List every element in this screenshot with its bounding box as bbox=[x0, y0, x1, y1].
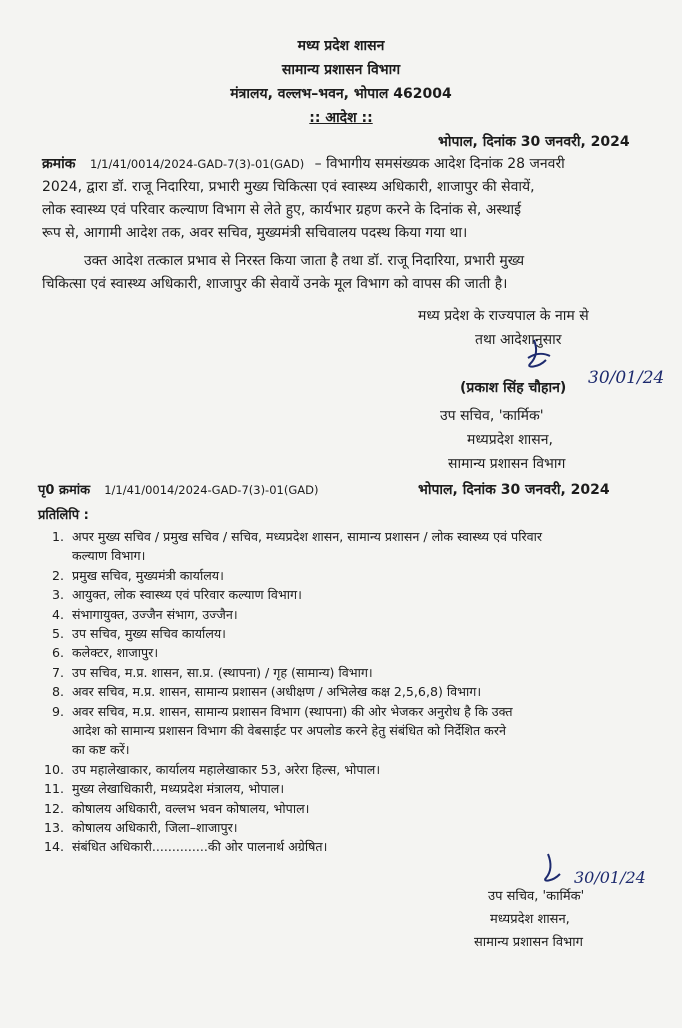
copy-item-text: उप महालेखाकार, कार्यालय महालेखाकार 53, अरेरा हिल्स, भोपाल। bbox=[72, 761, 381, 777]
copy-item-number: 13. bbox=[43, 820, 64, 835]
copy-item bbox=[42, 819, 238, 836]
copy-item-number: 6. bbox=[51, 645, 64, 661]
copy-item-number: 3. bbox=[51, 587, 64, 603]
copy-item-number: 8. bbox=[51, 684, 64, 700]
copy-item bbox=[42, 780, 284, 797]
copy-item-text: संबंधित अधिकारी..............की ओर पालनार्थ अग्रेषित। bbox=[72, 839, 328, 855]
copy-item-text: उप सचिव, मुख्य सचिव कार्यालय। bbox=[72, 626, 226, 641]
para1-line1: – विभागीय समसंख्यक आदेश दिनांक 28 जनवरी bbox=[314, 156, 565, 172]
footer-dept: सामान्य प्रशासन विभाग bbox=[474, 935, 583, 950]
copy-item-number: 5. bbox=[51, 626, 64, 641]
order-title: :: आदेश :: bbox=[309, 110, 373, 126]
copy-item bbox=[42, 664, 373, 681]
kramank-label: क्रमांक bbox=[42, 156, 76, 172]
signatory-govt: मध्यप्रदेश शासन, bbox=[467, 432, 553, 448]
para2-line2: चिकित्सा एवं स्वास्थ्य अधिकारी, शाजापुर की सेवायें उनके मूल विभाग को वापस की जाती है। bbox=[42, 276, 508, 292]
copy-item-text: कल्याण विभाग। bbox=[72, 548, 146, 564]
copy-item-text: संभागायुक्त, उज्जैन संभाग, उज्जैन। bbox=[72, 606, 238, 622]
copy-item-number: 2. bbox=[51, 567, 64, 583]
copy-item-number: 11. bbox=[43, 781, 64, 797]
footer-govt: मध्यप्रदेश शासन, bbox=[490, 912, 570, 927]
copy-item-text: कोषालय अधिकारी, वल्लभ भवन कोषालय, भोपाल। bbox=[72, 800, 310, 816]
copy-item-text: मुख्य लेखाधिकारी, मध्यप्रदेश मंत्रालय, भोपाल। bbox=[72, 781, 285, 797]
copy-item-text: उप सचिव, म.प्र. शासन, सा.प्र. (स्थापना) / गृह (सामान्य) विभाग। bbox=[72, 664, 373, 680]
govt-name: मध्य प्रदेश शासन bbox=[297, 38, 385, 54]
copy-item-continuation bbox=[42, 547, 145, 564]
endorsement-line bbox=[38, 480, 318, 498]
copy-item bbox=[42, 625, 226, 642]
copy-item-text: अपर मुख्य सचिव / प्रमुख सचिव / सचिव, मध्यप्रदेश शासन, सामान्य प्रशासन / लोक स्वास्थ्य एवं परिवार bbox=[72, 529, 543, 544]
department-address: मंत्रालय, वल्लभ–भवन, भोपाल 462004 bbox=[230, 86, 452, 102]
copy-item-number: 14. bbox=[43, 839, 64, 855]
copy-item bbox=[42, 683, 481, 700]
copy-item-text: प्रमुख सचिव, मुख्यमंत्री कार्यालय। bbox=[72, 567, 224, 583]
copy-item-continuation bbox=[42, 722, 506, 739]
footer-signature-mark bbox=[538, 852, 568, 888]
copy-item bbox=[42, 644, 158, 661]
signatory-sign-date: 30/01/24 bbox=[588, 368, 665, 388]
order-place-date: भोपाल, दिनांक 30 जनवरी, 2024 bbox=[438, 134, 630, 150]
copy-item-number: 9. bbox=[51, 703, 64, 719]
para2-line1: उक्त आदेश तत्काल प्रभाव से निरस्त किया जाता है तथा डॉ. राजू निदारिया, प्रभारी मुख्य bbox=[84, 253, 525, 269]
authority-line1: मध्य प्रदेश के राज्यपाल के नाम से bbox=[418, 308, 589, 324]
copy-to-label: प्रतिलिपि : bbox=[38, 508, 89, 523]
copy-item-text: आदेश को सामान्य प्रशासन विभाग की वेबसाईट पर अपलोड करने हेतु संबंधित को निर्देशित करने bbox=[72, 723, 506, 738]
copy-item bbox=[42, 703, 513, 720]
copy-item-number: 1. bbox=[51, 529, 64, 544]
copy-item bbox=[42, 586, 302, 603]
copy-item-text: कोषालय अधिकारी, जिला–शाजापुर। bbox=[72, 820, 238, 835]
copy-item bbox=[42, 606, 238, 623]
signature-mark bbox=[520, 336, 560, 376]
copy-item-number: 10. bbox=[43, 761, 64, 777]
copy-item-text: अवर सचिव, म.प्र. शासन, सामान्य प्रशासन (अधीक्षण / अभिलेख कक्ष 2,5,6,8) विभाग। bbox=[72, 684, 482, 700]
endorsement-label: पृ0 क्रमांक bbox=[38, 483, 91, 498]
department-name: सामान्य प्रशासन विभाग bbox=[281, 62, 401, 78]
footer-sign-date: 30/01/24 bbox=[574, 868, 646, 887]
copy-item bbox=[42, 800, 309, 817]
endorsement-place-date: भोपाल, दिनांक 30 जनवरी, 2024 bbox=[418, 482, 610, 498]
copy-item-number: 12. bbox=[43, 800, 64, 816]
endorsement-number: 1/1/41/0014/2024-GAD-7(3)-01(GAD) bbox=[104, 483, 319, 497]
copy-item bbox=[42, 761, 380, 778]
footer-designation: उप सचिव, 'कार्मिक' bbox=[488, 889, 585, 904]
signatory-dept: सामान्य प्रशासन विभाग bbox=[448, 456, 566, 472]
copy-item-number: 7. bbox=[51, 664, 64, 680]
para1-line4: रूप से, आगामी आदेश तक, अवर सचिव, मुख्यमंत्री सचिवालय पदस्थ किया गया था। bbox=[42, 225, 468, 241]
para1-line2: 2024, द्वारा डॉ. राजू निदारिया, प्रभारी मुख्य चिकित्सा एवं स्वास्थ्य अधिकारी, शाजापुर की सेवायें, bbox=[42, 179, 535, 195]
copy-item bbox=[42, 838, 327, 855]
order-kramank-line bbox=[42, 152, 565, 176]
copy-item-text: आयुक्त, लोक स्वास्थ्य एवं परिवार कल्याण विभाग। bbox=[72, 587, 302, 603]
copy-item-text: का कष्ट करें। bbox=[72, 742, 130, 758]
copy-item bbox=[42, 567, 224, 584]
para1-line3: लोक स्वास्थ्य एवं परिवार कल्याण विभाग से लेते हुए, कार्यभार ग्रहण करने के दिनांक से, अस्थाई bbox=[42, 202, 522, 218]
authority-line2: तथा आदेशानुसार bbox=[475, 332, 562, 348]
signatory-name: (प्रकाश सिंह चौहान) bbox=[460, 380, 567, 396]
copy-item-continuation bbox=[42, 741, 130, 758]
copy-item bbox=[42, 528, 542, 545]
order-number: 1/1/41/0014/2024-GAD-7(3)-01(GAD) bbox=[89, 157, 305, 171]
copy-item-text: अवर सचिव, म.प्र. शासन, सामान्य प्रशासन विभाग (स्थापना) की ओर भेजकर अनुरोध है कि उक्त bbox=[72, 703, 513, 719]
copy-item-number: 4. bbox=[51, 606, 64, 622]
copy-item-text: कलेक्टर, शाजापुर। bbox=[72, 645, 159, 661]
signatory-designation: उप सचिव, 'कार्मिक' bbox=[440, 408, 544, 424]
